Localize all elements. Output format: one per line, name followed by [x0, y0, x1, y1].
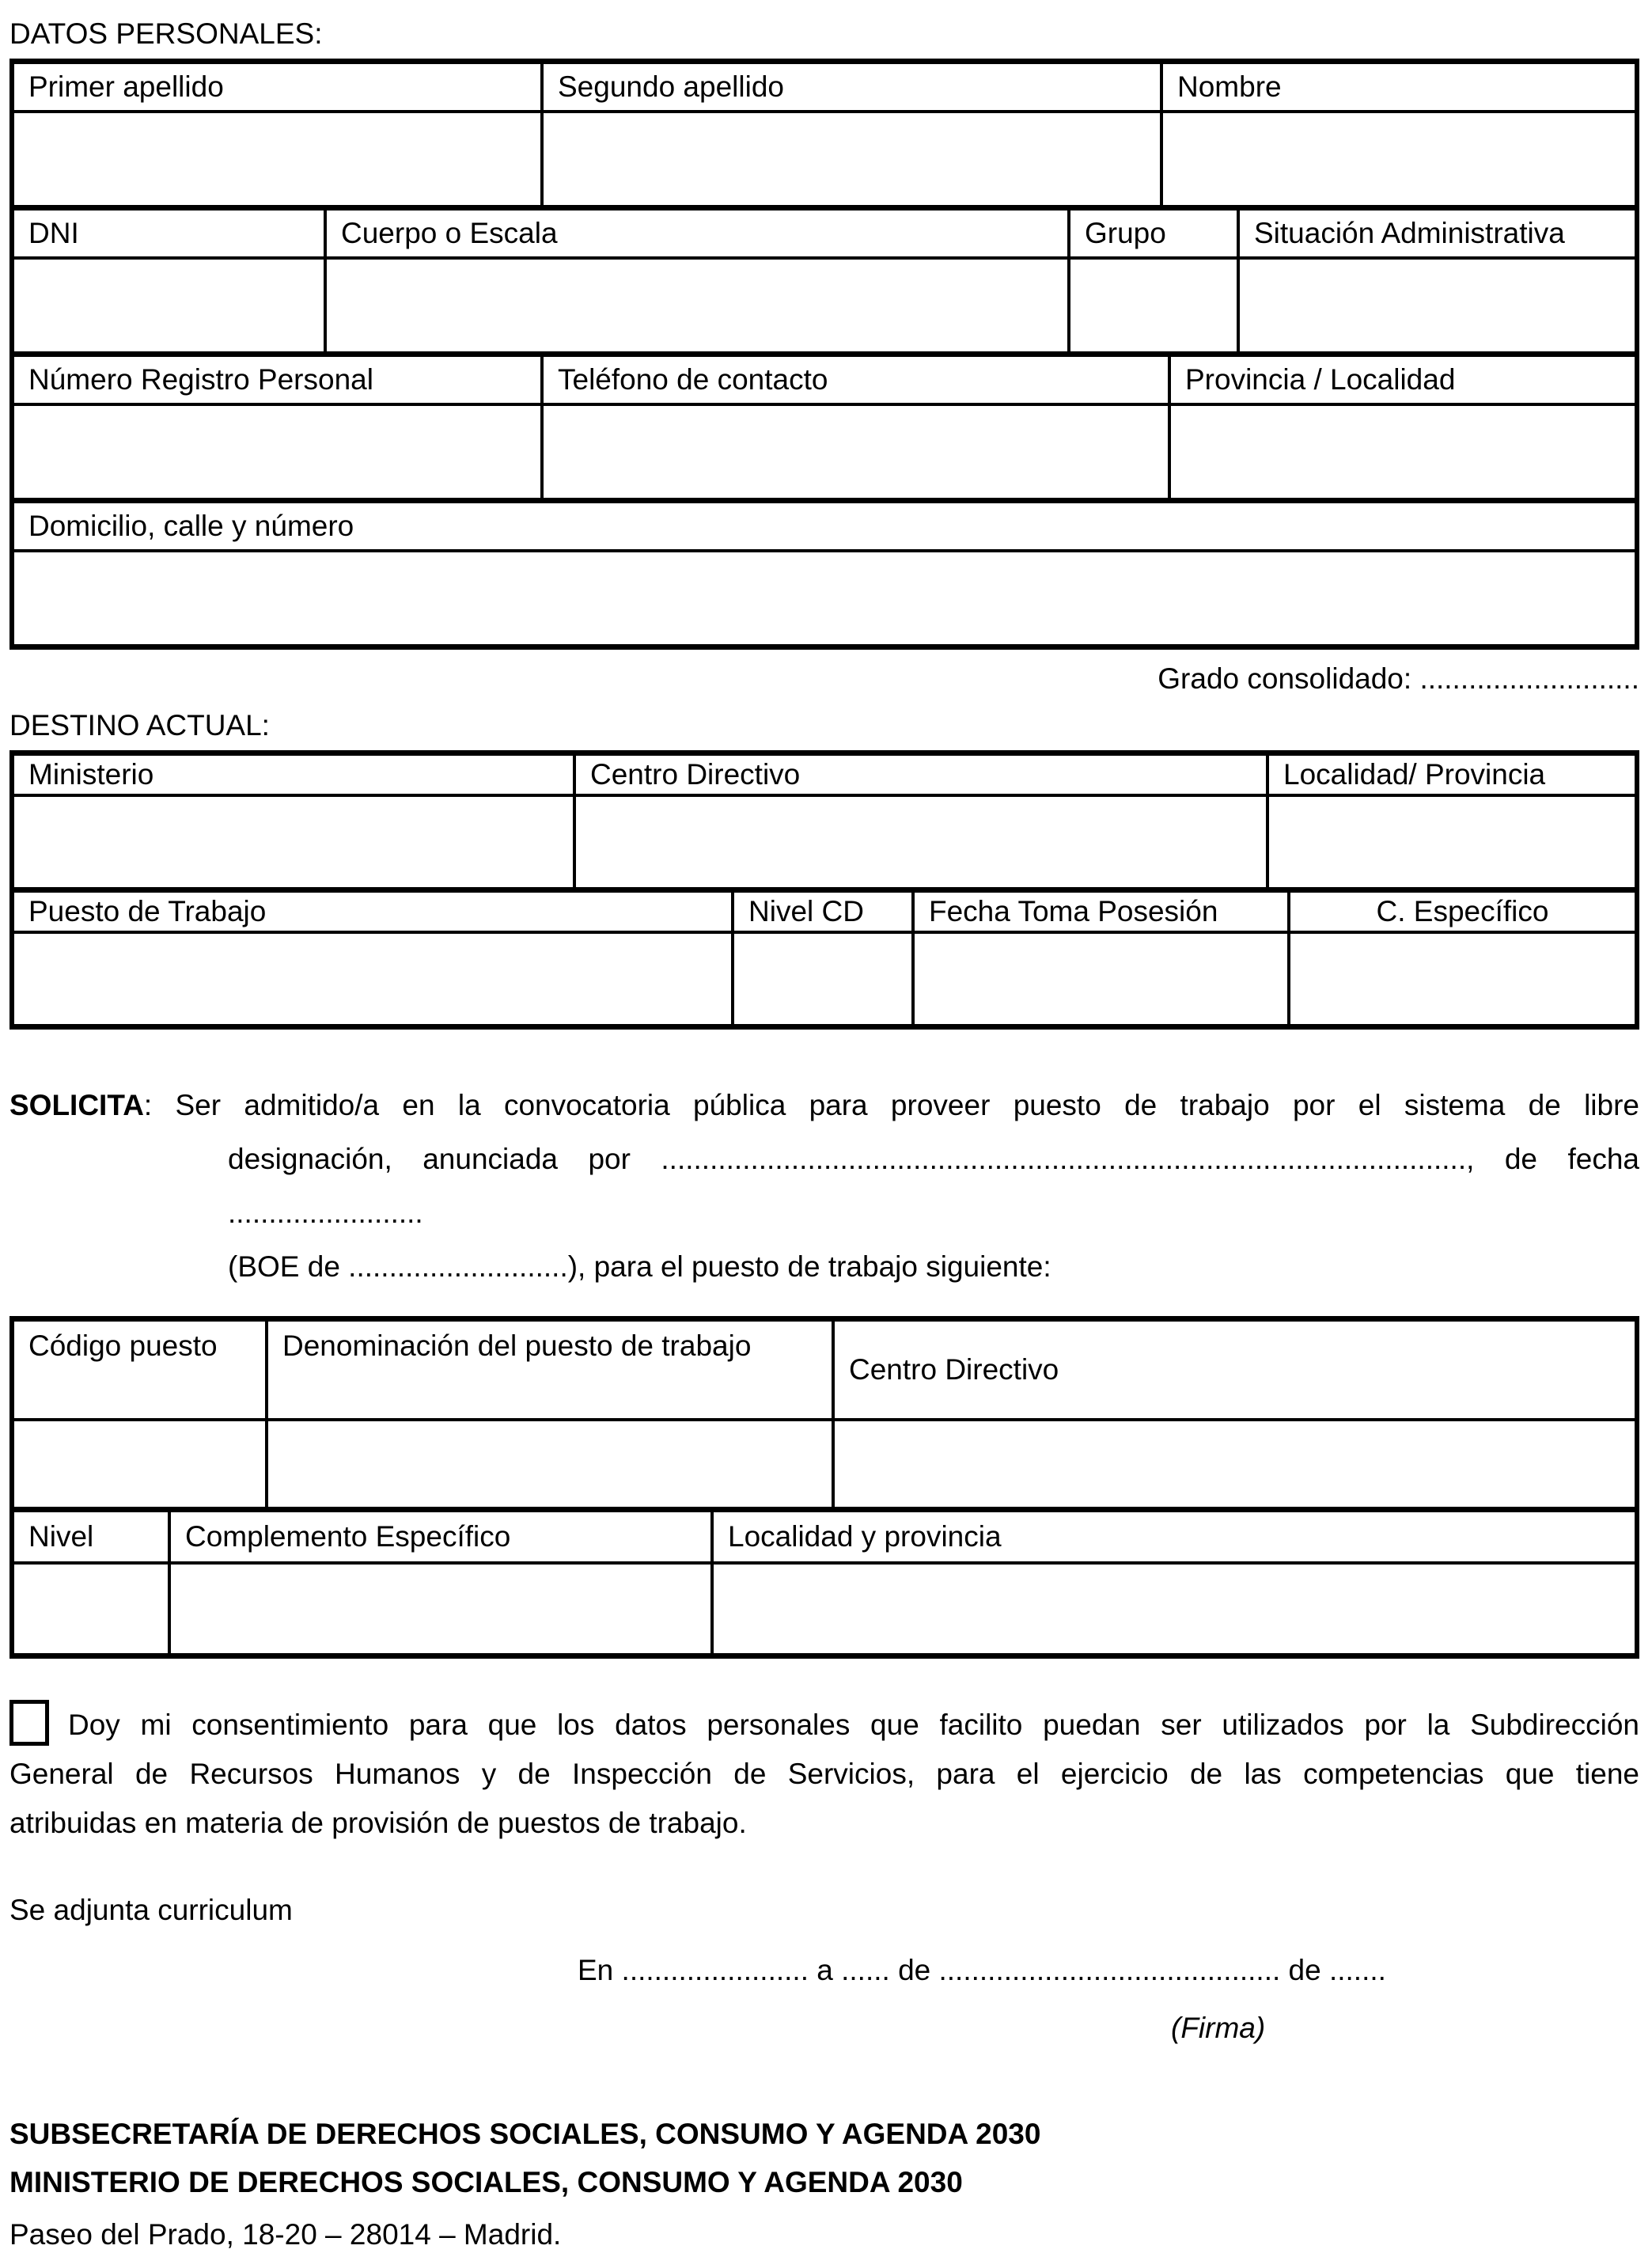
- consent-line-1: [9, 1700, 1639, 1750]
- label-centro-directivo: Centro Directivo: [576, 756, 1269, 794]
- field-segundo-apellido[interactable]: [544, 113, 1163, 205]
- field-ministerio[interactable]: [14, 797, 576, 887]
- consent-paragraph: [9, 1700, 1639, 1848]
- label-grupo: Grupo: [1070, 211, 1240, 256]
- footer-ministerio-line: MINISTERIO DE DERECHOS SOCIALES, CONSUMO Y AGENDA 2030: [9, 2166, 963, 2199]
- table-row: [14, 503, 1635, 552]
- field-dni[interactable]: [14, 260, 327, 351]
- label-provincia-localidad: Provincia / Localidad: [1185, 363, 1456, 396]
- table-row: [14, 1421, 1635, 1512]
- field-domicilio[interactable]: [14, 552, 1635, 644]
- label-telefono-contacto: Teléfono de contacto: [544, 357, 1171, 403]
- solicita-paragraph: [9, 1079, 1639, 1294]
- consent-line-1-text: Doy mi consentimiento para que los datos personales que facilito puedan ser utilizados por la Subdirección: [68, 1708, 1639, 1741]
- consent-line-3: atribuidas en materia de provisión de puestos de trabajo.: [9, 1806, 747, 1839]
- field-nivel-cd[interactable]: [734, 934, 915, 1024]
- footer-subsecretaria-line: SUBSECRETARÍA DE DERECHOS SOCIALES, CONSUMO Y AGENDA 2030: [9, 2118, 1041, 2151]
- field-denominacion-puesto[interactable]: [268, 1421, 835, 1507]
- table-row: [14, 1512, 1635, 1565]
- field-fecha-toma-posesion[interactable]: [915, 934, 1290, 1024]
- firma-label: (Firma): [1171, 2012, 1266, 2044]
- table-row: [14, 260, 1635, 357]
- field-localidad-y-provincia[interactable]: [714, 1565, 1635, 1653]
- destino-actual-table: [9, 750, 1639, 1030]
- table-row: [14, 552, 1635, 644]
- solicita-label: SOLICITA: [9, 1088, 144, 1121]
- datos-personales-table: [9, 59, 1639, 650]
- label-nombre: Nombre: [1177, 70, 1282, 104]
- table-row: [14, 934, 1635, 1024]
- label-c-especifico: C. Específico: [1376, 894, 1549, 927]
- label-domicilio: Domicilio, calle y número: [28, 510, 354, 543]
- label-cuerpo-escala: Cuerpo o Escala: [327, 211, 1070, 256]
- label-nivel-cd: Nivel CD: [734, 893, 915, 931]
- field-telefono-contacto[interactable]: [544, 406, 1171, 498]
- solicita-line-1-text: : Ser admitido/a en la convocatoria pública para proveer puesto de trabajo por el sistema de libre: [143, 1088, 1639, 1121]
- field-localidad-provincia[interactable]: [1269, 797, 1635, 887]
- table-row: [14, 113, 1635, 211]
- field-codigo-puesto[interactable]: [14, 1421, 268, 1507]
- field-provincia-localidad[interactable]: [1171, 406, 1635, 498]
- solicita-line-3: (BOE de ...........................), para el puesto de trabajo siguiente:: [228, 1250, 1051, 1283]
- label-complemento-especifico: Complemento Específico: [171, 1512, 714, 1561]
- field-numero-registro-personal[interactable]: [14, 406, 544, 498]
- label-segundo-apellido: Segundo apellido: [544, 64, 1163, 110]
- solicita-line-1: [9, 1079, 1639, 1132]
- adjunta-curriculum-text: Se adjunta curriculum: [9, 1893, 293, 1926]
- table-row: [14, 64, 1635, 113]
- field-c-especifico[interactable]: [1290, 934, 1635, 1024]
- field-nivel[interactable]: [14, 1565, 171, 1653]
- puesto-solicitado-table: [9, 1316, 1639, 1659]
- consent-line-2: General de Recursos Humanos y de Inspección de Servicios, para el ejercicio de las competencias que tiene: [9, 1757, 1639, 1790]
- fecha-blank-line: En ....................... a ...... de .......................................... de .......: [578, 1954, 1386, 1986]
- destino-actual-title: DESTINO ACTUAL:: [9, 708, 270, 742]
- consent-checkbox[interactable]: [9, 1700, 49, 1746]
- label-dni: DNI: [14, 211, 327, 256]
- label-denominacion-puesto: Denominación del puesto de trabajo: [268, 1322, 835, 1418]
- label-numero-registro-personal: Número Registro Personal: [14, 357, 544, 403]
- footer-address-line: Paseo del Prado, 18-20 – 28014 – Madrid.: [9, 2218, 562, 2251]
- grado-consolidado-line: Grado consolidado: ...........................: [1158, 662, 1639, 696]
- table-row: [14, 357, 1635, 406]
- field-puesto-trabajo[interactable]: [14, 934, 734, 1024]
- table-row: [14, 1565, 1635, 1653]
- field-centro-directivo[interactable]: [576, 797, 1269, 887]
- label-codigo-puesto: Código puesto: [14, 1322, 268, 1418]
- footer-block: [9, 2116, 1639, 2253]
- label-ministerio: Ministerio: [14, 756, 576, 794]
- table-row: [14, 211, 1635, 260]
- label-localidad-provincia: Localidad/ Provincia: [1283, 757, 1546, 791]
- datos-personales-title: DATOS PERSONALES:: [9, 17, 323, 50]
- field-situacion-administrativa[interactable]: [1240, 260, 1635, 351]
- table-row: [14, 1322, 1635, 1421]
- field-cuerpo-escala[interactable]: [327, 260, 1070, 351]
- field-grupo[interactable]: [1070, 260, 1240, 351]
- table-row: [14, 893, 1635, 934]
- label-primer-apellido: Primer apellido: [14, 64, 544, 110]
- label-nivel: Nivel: [14, 1512, 171, 1561]
- field-complemento-especifico[interactable]: [171, 1565, 714, 1653]
- label-puesto-trabajo: Puesto de Trabajo: [14, 893, 734, 931]
- label-centro-directivo-puesto: Centro Directivo: [849, 1352, 1059, 1386]
- field-centro-directivo-puesto[interactable]: [835, 1421, 1635, 1507]
- label-fecha-toma-posesion: Fecha Toma Posesión: [915, 893, 1290, 931]
- field-primer-apellido[interactable]: [14, 113, 544, 205]
- form-page: [0, 16, 1652, 2251]
- solicita-line-2: designación, anunciada por ..................................................................................................., de fecha ........................: [228, 1142, 1639, 1229]
- table-row: [14, 797, 1635, 893]
- table-row: [14, 756, 1635, 797]
- label-localidad-y-provincia: Localidad y provincia: [728, 1519, 1002, 1553]
- table-row: [14, 406, 1635, 503]
- field-nombre[interactable]: [1163, 113, 1635, 205]
- label-situacion-administrativa: Situación Administrativa: [1254, 217, 1565, 250]
